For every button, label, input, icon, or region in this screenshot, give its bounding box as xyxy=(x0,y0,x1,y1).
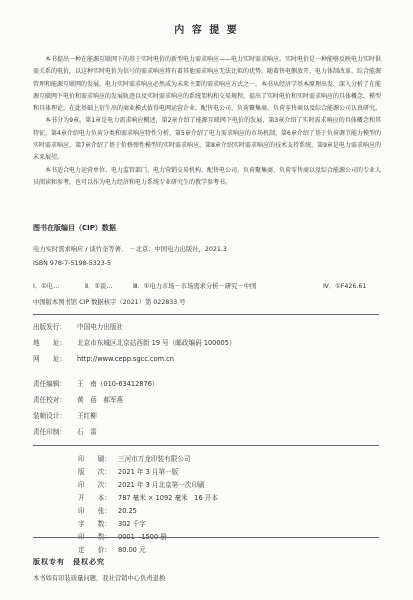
print-manager-name: 石 雷 xyxy=(77,428,97,436)
printing-label: 印 张： xyxy=(78,507,111,515)
page-title: 内 容 提 要 xyxy=(174,25,239,36)
editor-name: 王 南（010-63412876） xyxy=(77,380,159,388)
printing-value: 0001—1500 册 xyxy=(118,533,167,541)
divider xyxy=(33,314,379,315)
printing-row xyxy=(78,453,191,463)
print-manager-row: 责任印制： 石 雷 xyxy=(33,428,97,436)
designer-row: 装帧设计： 王红柳 xyxy=(33,412,97,420)
printing-label: 印 数： xyxy=(78,533,111,541)
printing-row xyxy=(78,531,167,541)
abstract-section xyxy=(33,54,381,189)
cip-class-item: Ⅳ．①F426.61 xyxy=(323,283,367,290)
proofreader-row: 责任校对： 黄 蓓 郝军燕 xyxy=(33,396,124,404)
divider xyxy=(33,445,379,446)
designer-name: 王红柳 xyxy=(77,412,97,420)
cip-class-item: Ⅱ．①谈… xyxy=(85,283,113,290)
cip-class-item: Ⅰ．①电… xyxy=(33,283,60,290)
cip-isbn: ISBN 978-7-5198-5323-5 xyxy=(33,260,112,267)
printing-label: 开 本： xyxy=(78,494,111,502)
copyright-notice: 本书如有印装质量问题，我社营销中心负责退换 xyxy=(33,575,166,582)
printing-row xyxy=(78,466,178,476)
printing-row xyxy=(78,479,205,489)
abstract-paragraph: 本书提出一种在能源互联网下的基于实时电价的新型电力需求响应——电力实时需求响应。实时电价是一种能够反映电力实时供需关系的电价，以这种实时电价为信号的需求响应将有着其他需求响应无法比拟的优势。随着售电侧放开、电力体制改革、综合能源管理和能源互联网的发展，电力实时需求响应必然成为未来主要的需求响应方式之一。本书从经济学基本原理出发，深入分析了在能源互联网下电价和需求响应的发展轨迹以及实时需求响应的系统架构和交易规程，提出了实时电价和实时需求响应的具体概念、模型和具体理论，在此基础上衍生出的商业模式值得电网运营企业、配售电公司、负荷聚集商、负荷零售商以及综合能源公司认真研究。 xyxy=(33,56,382,113)
printing-row xyxy=(78,505,137,515)
publisher-name: 中国电力出版社 xyxy=(77,323,124,331)
printing-label: 印 刷： xyxy=(78,455,111,463)
printing-label: 印 次： xyxy=(78,481,111,489)
publisher-website: http://www.cepp.sgcc.com.cn xyxy=(77,355,174,363)
address-row: 地 址： 北京市东城区北京站西街 19 号（邮政编码 100005） xyxy=(33,339,236,347)
printing-label: 字 数： xyxy=(78,520,111,528)
cip-title: 图书在版编目（CIP）数据 xyxy=(33,224,116,232)
abstract-paragraph: 本书适合电力运营单位、电力监管部门、电力营销交易机构、配售电公司、负荷聚集商、负荷零售商以及综合能源公司的专业人员阅读和参考，也可以作为电力经济和电力系统专业研究生的教学参考书。 xyxy=(33,166,382,186)
divider xyxy=(33,537,379,538)
printing-row xyxy=(78,492,218,502)
printing-value: 20.25 xyxy=(118,507,137,515)
printing-label: 版 次： xyxy=(78,468,111,476)
printing-value: 三河市万龙印装有限公司 xyxy=(118,455,191,463)
proofreader-names: 黄 蓓 郝军燕 xyxy=(77,396,124,404)
printing-row xyxy=(78,518,146,528)
publisher-address: 北京市东城区北京站西街 19 号（邮政编码 100005） xyxy=(77,339,236,347)
website-row: 网 址： http://www.cepp.sgcc.com.cn xyxy=(33,355,174,363)
printing-value: 2021 年 3 月北京第一次印刷 xyxy=(118,481,205,489)
publisher-row: 出版发行： 中国电力出版社 xyxy=(33,323,124,331)
cip-class-item: Ⅲ．①电力市场－市场需求分析－研究－中国 xyxy=(133,283,257,290)
abstract-paragraph: 本书分为9章。第1章是电力需求响应概述，第2章介绍了能源互联网下电价的发展，第3章介绍了实时需求响应的具体概念和其特征，第4章介绍电力负荷分类和需求响应特性分析，第5章介绍了电力需求响应的市场机制，第6章介绍了基于负荷调节能力模型的实时需求响应，第7章介绍了基于价格弹性模型的实时需求响应，第8章介绍实时需求响应的技术支持系统，第9章是电力需求响应的未来展望。 xyxy=(33,117,381,162)
printing-value: 2021 年 3 月第一版 xyxy=(118,468,179,476)
printing-value: 787 毫米 × 1092 毫米 16 开本 xyxy=(118,494,218,502)
printing-value: 302 千字 xyxy=(118,520,146,528)
cip-record-number: 中国版本图书馆 CIP 数据核字（2021）第 022833 号 xyxy=(33,299,186,306)
cip-bibliographic-line: 电力实时需求响应 / 谈竹奎等著． －北京：中国电力出版社，2021.3 xyxy=(33,246,227,253)
printing-value: 80.00 元 xyxy=(118,546,146,554)
printing-row xyxy=(78,544,146,554)
cip-classification xyxy=(33,281,366,290)
editor-row: 责任编辑： 王 南（010-63412876） xyxy=(33,380,159,388)
copyright-title: 版权专有 侵权必究 xyxy=(33,558,105,566)
printing-label: 定 价： xyxy=(78,546,111,554)
